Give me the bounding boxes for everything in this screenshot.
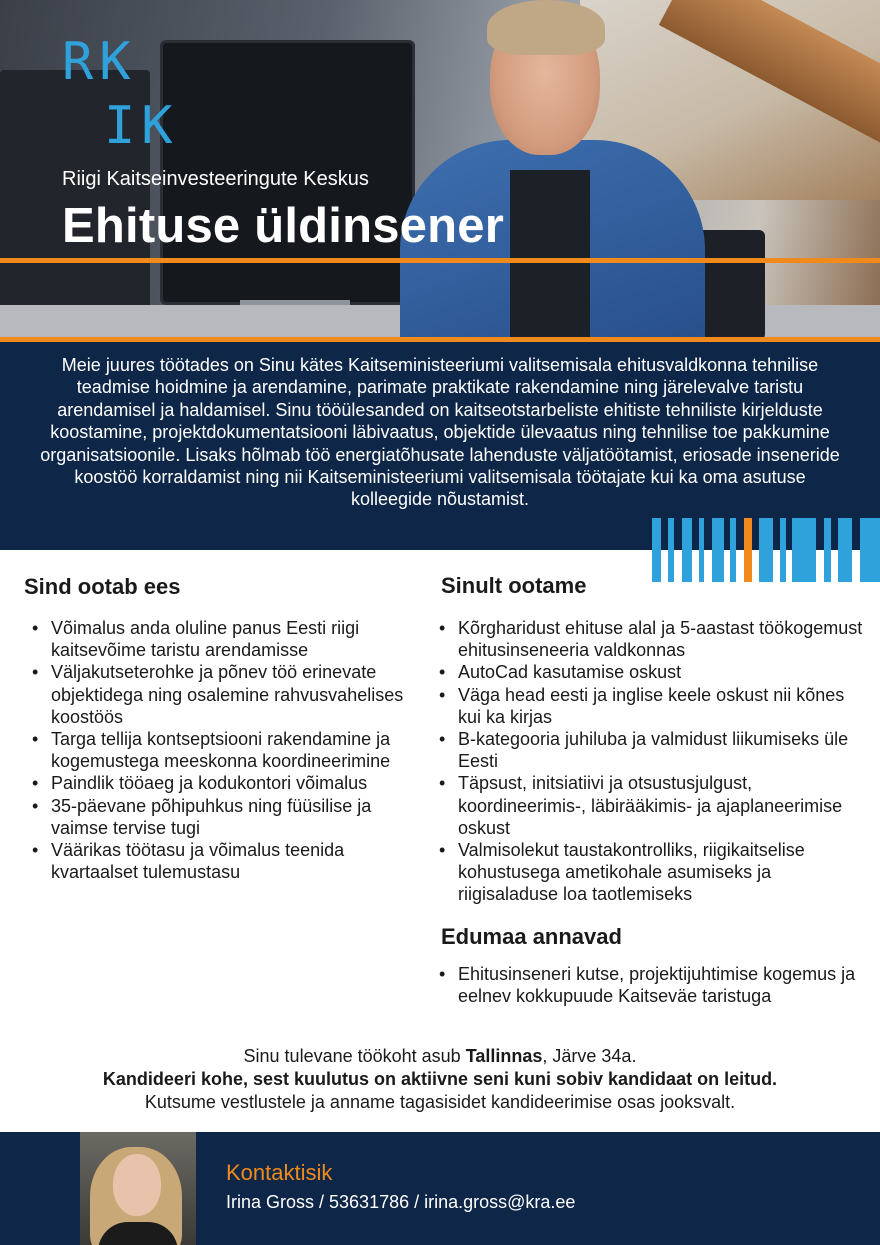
barcode-bar — [792, 518, 816, 582]
list-item: • Võimalus anda oluline panus Eesti riigi kaitsevõime taristu arendamisse — [24, 617, 424, 661]
barcode-bar — [712, 518, 724, 582]
list-item: • Paindlik tööaeg ja kodukontori võimalus — [24, 772, 424, 794]
barcode-bar — [744, 518, 752, 582]
logo-line-1: RK — [62, 32, 137, 92]
apply-now-text: Kandideeri kohe, sest kuulutus on aktiivne seni kuni sobiv kandidaat on leitud. — [102, 1069, 778, 1089]
barcode-decoration — [652, 518, 880, 582]
barcode-bar — [759, 518, 773, 582]
location-line — [0, 1045, 880, 1068]
contact-photo-face — [113, 1154, 161, 1216]
list-item: • Targa tellija kontseptsiooni rakendamine ja kogemustega meeskonna koordineerimine — [24, 728, 424, 772]
location-suffix: , Järve 34a. — [542, 1046, 637, 1066]
contact-photo — [80, 1132, 196, 1245]
orange-divider-top — [0, 258, 880, 263]
footer-text — [0, 1045, 880, 1114]
list-item: • AutoCad kasutamise oskust — [431, 661, 871, 683]
advantages-heading: Edumaa annavad — [441, 924, 622, 949]
list-item: • 35-päevane põhipuhkus ning füüsilise ja vaimse tervise tugi — [24, 795, 424, 839]
requirements-list — [431, 617, 871, 906]
job-title: Ehituse üldinsener — [62, 199, 504, 253]
logo-line-2: IK — [104, 96, 179, 156]
person-hair — [487, 0, 605, 55]
offer-heading: Sind ootab ees — [24, 574, 181, 599]
person-shirt — [510, 170, 590, 340]
organization-name: Riigi Kaitseinvesteeringute Keskus — [62, 168, 369, 190]
barcode-bar — [682, 518, 692, 582]
barcode-bar — [699, 518, 704, 582]
list-item: • Kõrgharidust ehituse alal ja 5-aastast töökogemust ehitusinseneeria valdkonnas — [431, 617, 871, 661]
list-item: • Täpsust, initsiatiivi ja otsustusjulgust, koordineerimis-, läbirääkimis- ja ajaplaneerimise oskust — [431, 772, 871, 839]
barcode-bar — [780, 518, 786, 582]
advantages-list — [431, 963, 861, 1007]
list-item: • Väga head eesti ja inglise keele oskust nii kõnes kui ka kirjas — [431, 684, 871, 728]
apply-now-line — [0, 1068, 880, 1091]
offer-list — [24, 617, 424, 883]
location-prefix: Sinu tulevane töökoht asub — [243, 1046, 466, 1066]
barcode-bar — [838, 518, 852, 582]
contact-band — [0, 1132, 880, 1245]
barcode-bar — [860, 518, 880, 582]
barcode-bar — [730, 518, 736, 582]
interviews-line: Kutsume vestlustele ja anname tagasisidet kandideerimise osas jooksvalt. — [144, 1092, 736, 1112]
list-item: • Ehitusinseneri kutse, projektijuhtimise kogemus ja eelnev kokkupuude Kaitseväe taristuga — [431, 963, 861, 1007]
list-item: • Valmisolekut taustakontrolliks, riigikaitselise kohustusega ametikohale asumiseks ja riigisaladuse loa taotlemiseks — [431, 839, 871, 906]
barcode-bar — [668, 518, 674, 582]
location-city: Tallinnas — [465, 1046, 543, 1066]
list-item: • Väärikas töötasu ja võimalus teenida kvartaalset tulemustasu — [24, 839, 424, 883]
contact-info[interactable]: Irina Gross / 53631786 / irina.gross@kra.ee — [226, 1192, 576, 1212]
requirements-heading: Sinult ootame — [441, 573, 587, 598]
list-item: • Väljakutseterohke ja põnev töö erinevate objektidega ning osalemine rahvusvahelises koostöös — [24, 661, 424, 728]
contact-label: Kontaktisik — [226, 1160, 333, 1185]
rkik-logo — [62, 32, 192, 156]
barcode-bar — [824, 518, 831, 582]
barcode-bar — [652, 518, 661, 582]
intro-text: Meie juures töötades on Sinu kätes Kaitseministeeriumi valitsemisala ehitusvaldkonna tehnilise teadmise hoidmine ja arendamine, parimate praktikate rakendamine ning järelevalve taristu arendamisel ja haldamisel. Sinu tööülesanded on kaitseotstarbeliste ehitiste tehniliste kirjelduste koostamine, projektdokumentatsiooni läbivaatus, objektide ülevaatus ning tehnilise toe pakkumine organisatsioonile. Lisaks hõlmab töö energiatõhusate lahenduste väljatöötamist, eriosade inseneride koostöö korraldamist ning nii Kaitseministeeriumi valitsemisala töötajate kui ka oma asutuse kolleegide nõustamist. — [40, 355, 840, 510]
list-item: • B-kategooria juhiluba ja valmidust liikumiseks üle Eesti — [431, 728, 871, 772]
hero-person — [395, 0, 715, 340]
